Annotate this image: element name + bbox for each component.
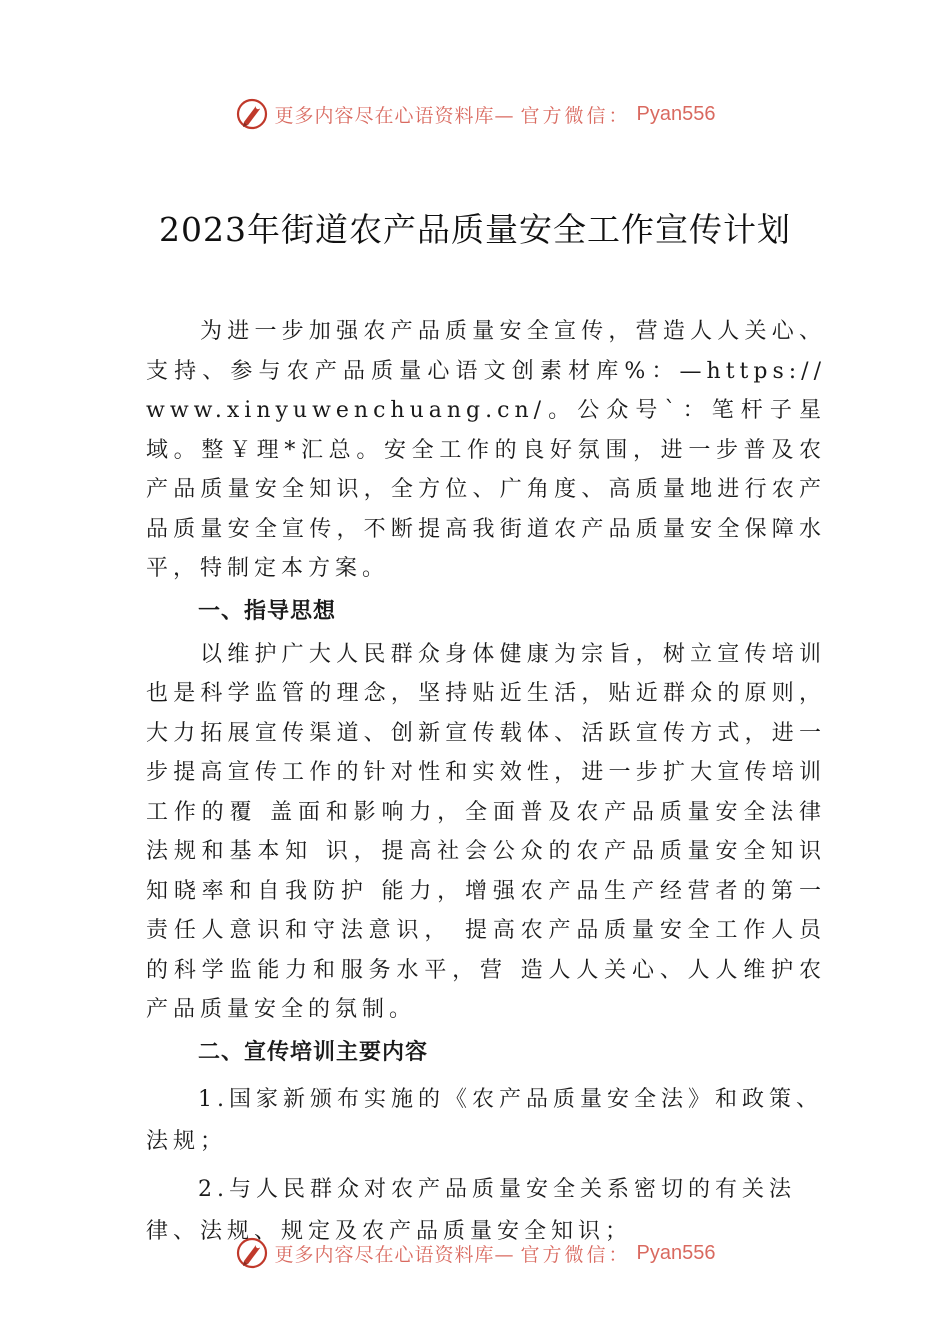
watermark-header <box>0 94 950 134</box>
watermark-footer <box>0 1233 950 1273</box>
watermark-text: 更多内容尽在心语资料库— <box>274 104 515 127</box>
intro-paragraph: 为进一步加强农产品质量安全宣传，营造人人关心、支持、参与农产品质量心语文创素材库%：—https://www.xinyuwenchuang.cn/。公众号`：笔杆子星域。整￥理*汇总。安全工作的良好氛围，进一步普及农产品质量安全知识，全方位、广角度、高质量地进行农产品质量安全宣传，不断提高我街道农产品质量安全保障水平，特制定本方案。 <box>146 319 826 581</box>
watermark-wechat-id: Pyan556 <box>636 102 716 125</box>
pen-logo-icon <box>235 97 269 131</box>
list-item: 2.与人民群众对农产品质量安全关系密切的有关法律、法规、规定及农产品质量安全知识； <box>146 1176 796 1244</box>
pen-logo-icon <box>235 1236 269 1270</box>
document-title: 2023年街道农产品质量安全工作宣传计划 <box>159 210 791 249</box>
watermark-wechat-id: Pyan556 <box>636 1241 716 1264</box>
section-heading-guiding-ideology: 一、指导思想 <box>198 598 337 624</box>
watermark-contact-label: 官方微信： <box>520 104 631 127</box>
section-heading-main-content: 二、宣传培训主要内容 <box>198 1039 429 1065</box>
watermark-text: 更多内容尽在心语资料库— <box>274 1243 515 1266</box>
guiding-ideology-paragraph: 以维护广大人民群众身体健康为宗旨，树立宣传培训也是科学监管的理念，坚持贴近生活，贴近群众的原则，大力拓展宣传渠道、创新宣传载体、活跃宣传方式，进一步提高宣传工作的针对性和实效性，进一步扩大宣传培训工作的覆 盖面和影响力，全面普及农产品质量安全法律法规和基本知 识，提高社会公众的农产品质量安全知识知晓率和自我防护 能力，增强农产品生产经营者的第一责任人意识和守法意识， 提高农产品质量安全工作人员的科学监能力和服务水平，营 造人人关心、人人维护农产品质量安全的氛制。 <box>146 641 826 1022</box>
document-body <box>146 312 826 1253</box>
watermark-contact-label: 官方微信： <box>520 1243 631 1266</box>
list-item: 1.国家新颁布实施的《农产品质量安全法》和政策、法规； <box>146 1086 823 1154</box>
